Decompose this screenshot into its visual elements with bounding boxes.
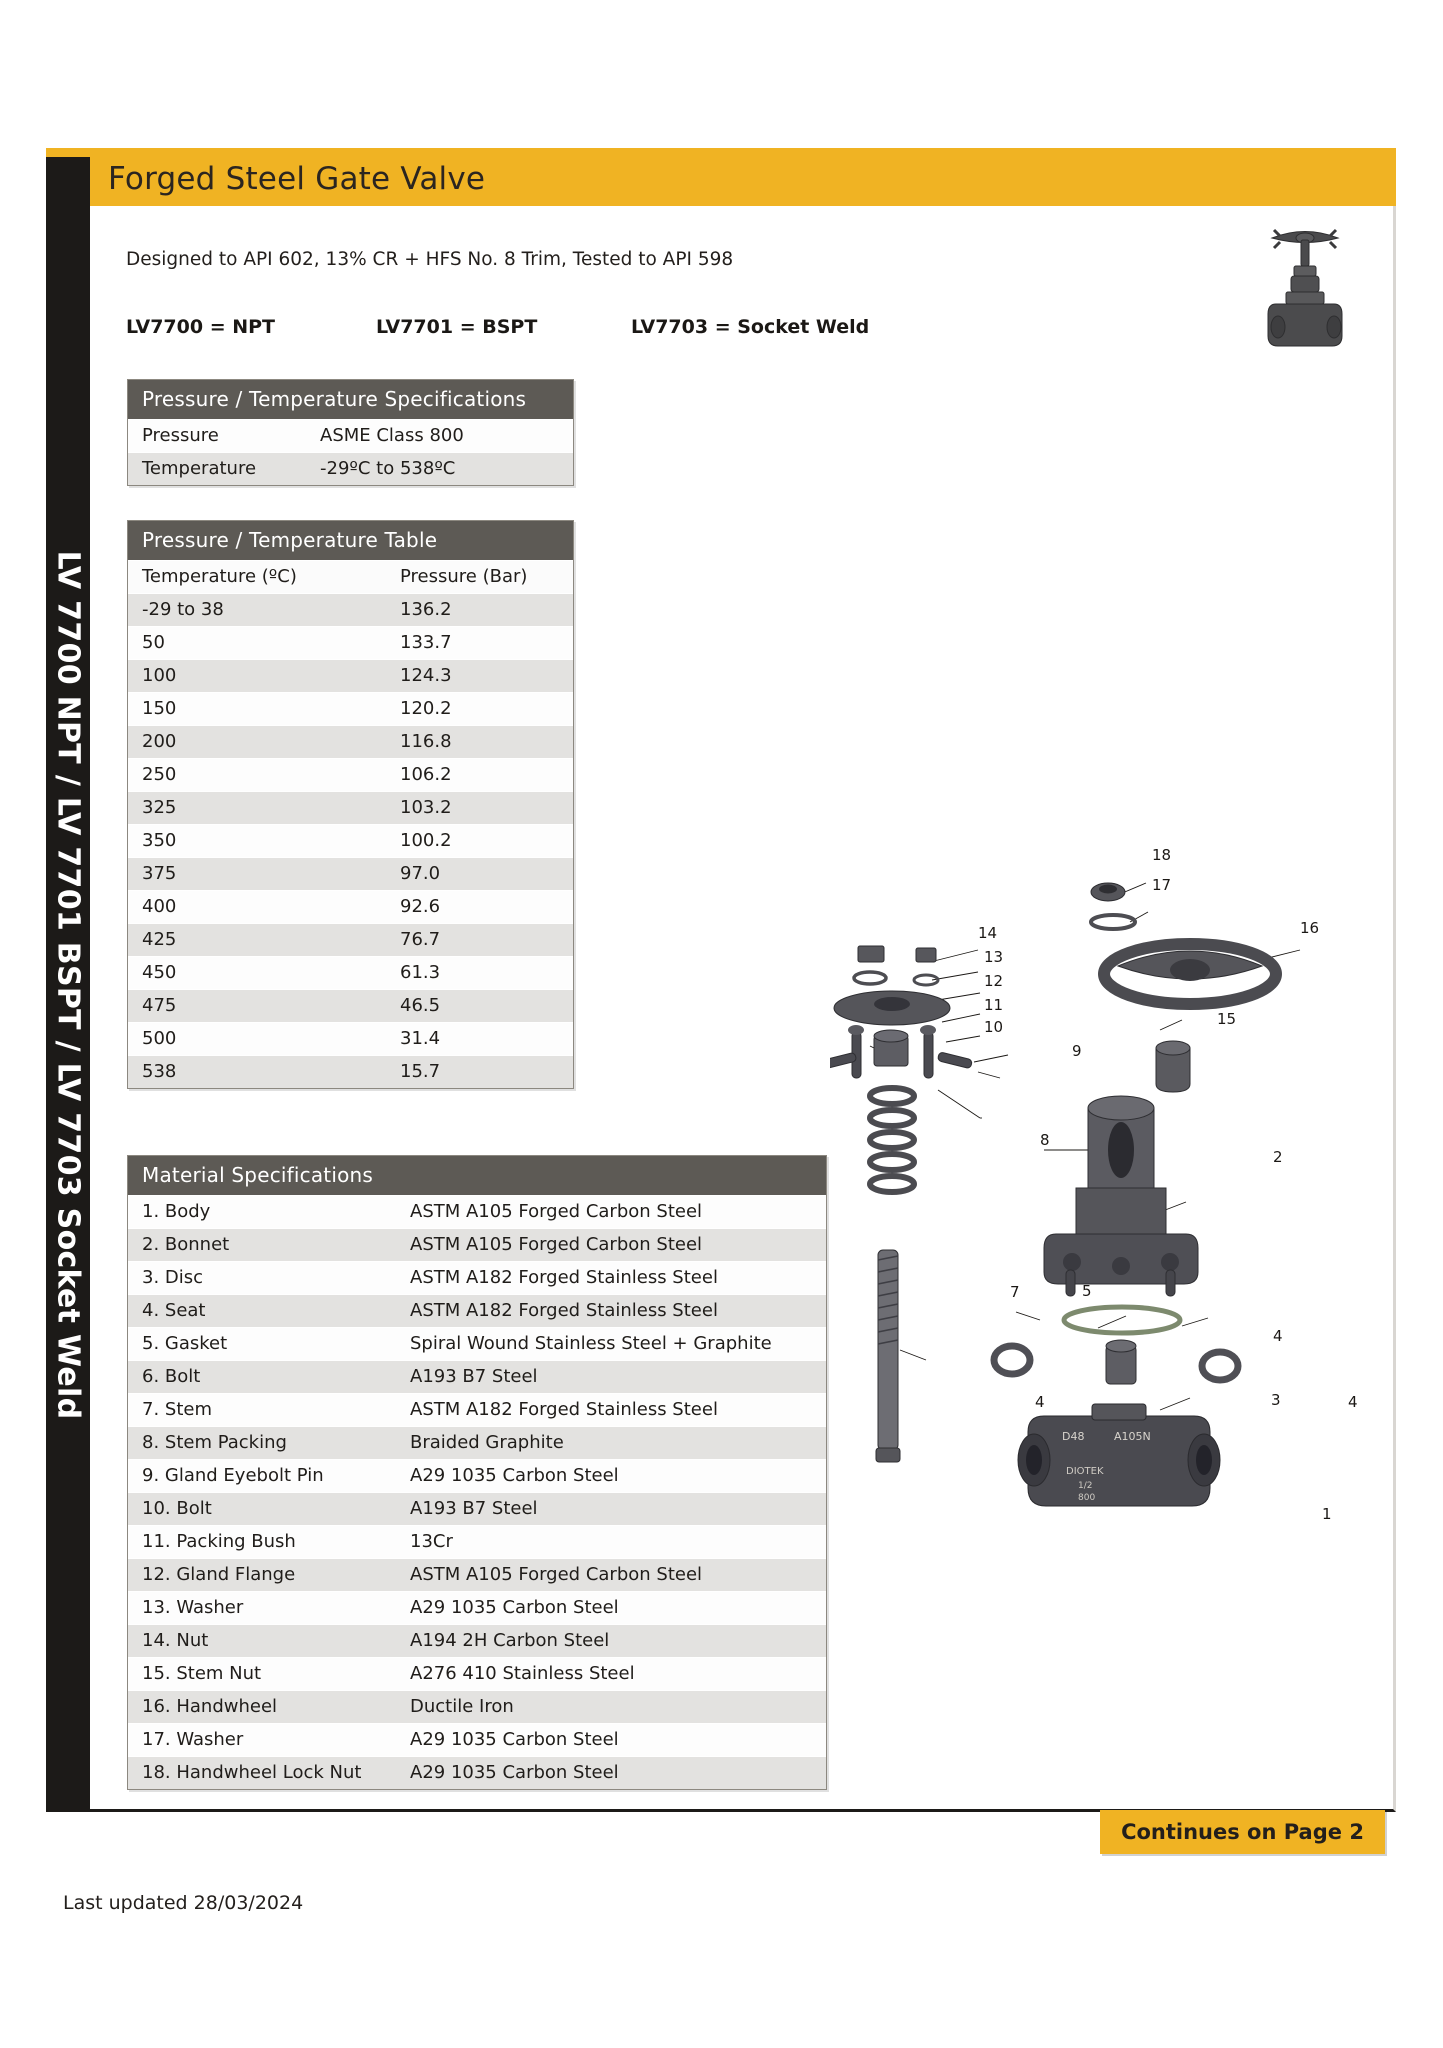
callout-3: 3 bbox=[1271, 1391, 1281, 1409]
pt-pressure-cell: 103.2 bbox=[400, 797, 452, 818]
pt-pressure-cell: 76.7 bbox=[400, 929, 441, 950]
table-row bbox=[128, 626, 573, 659]
table-row bbox=[128, 989, 573, 1022]
pressure-temperature-table bbox=[127, 520, 574, 1089]
callout-18: 18 bbox=[1152, 846, 1172, 864]
material-spec-cell: A29 1035 Carbon Steel bbox=[410, 1465, 619, 1486]
valve-thumbnail-icon bbox=[1250, 222, 1360, 352]
table-row bbox=[128, 857, 573, 890]
part-2-bonnet bbox=[1044, 1096, 1198, 1284]
table-row bbox=[128, 923, 573, 956]
design-standard-line: Designed to API 602, 13% CR + HFS No. 8 Trim, Tested to API 598 bbox=[126, 249, 734, 270]
pt-temperature-cell: 250 bbox=[142, 764, 177, 785]
pt-temperature-cell: -29 to 38 bbox=[142, 599, 224, 620]
table-row bbox=[128, 1360, 826, 1393]
material-spec-cell: 13Cr bbox=[410, 1531, 453, 1552]
table-row bbox=[128, 1558, 826, 1591]
pt-temperature-cell: 350 bbox=[142, 830, 177, 851]
material-spec-cell: ASTM A182 Forged Stainless Steel bbox=[410, 1300, 718, 1321]
table-row bbox=[128, 692, 573, 725]
material-part-cell: 13. Washer bbox=[142, 1597, 244, 1618]
callout-6: 5 bbox=[1082, 1282, 1092, 1300]
pt-temperature-cell: 450 bbox=[142, 962, 177, 983]
table-row bbox=[128, 1492, 826, 1525]
table-row bbox=[128, 1624, 826, 1657]
material-part-cell: 16. Handwheel bbox=[142, 1696, 278, 1717]
pt-pressure-cell: 46.5 bbox=[400, 995, 441, 1016]
material-part-cell: 14. Nut bbox=[142, 1630, 209, 1651]
table-row bbox=[128, 1294, 826, 1327]
material-spec-cell: A29 1035 Carbon Steel bbox=[410, 1597, 619, 1618]
page-title: Forged Steel Gate Valve bbox=[108, 161, 486, 197]
table-row bbox=[128, 1690, 826, 1723]
callout-11: 11 bbox=[984, 996, 1004, 1014]
part-12-gland-flange bbox=[834, 991, 950, 1025]
table-row bbox=[128, 1657, 826, 1690]
table-row bbox=[128, 890, 573, 923]
material-spec-cell: ASTM A182 Forged Stainless Steel bbox=[410, 1399, 718, 1420]
table-row bbox=[128, 419, 573, 452]
pt-pressure-cell: 100.2 bbox=[400, 830, 452, 851]
material-spec-cell: ASTM A182 Forged Stainless Steel bbox=[410, 1267, 718, 1288]
pt-temperature-cell: 538 bbox=[142, 1061, 177, 1082]
material-part-cell: 1. Body bbox=[142, 1201, 211, 1222]
exploded-view-valve-diagram bbox=[830, 850, 1390, 1630]
table-row bbox=[128, 956, 573, 989]
callout-17: 17 bbox=[1152, 876, 1172, 894]
pt-temperature-cell: 200 bbox=[142, 731, 177, 752]
material-part-cell: 7. Stem bbox=[142, 1399, 212, 1420]
part-3-disc bbox=[1106, 1340, 1136, 1384]
svg-text:A105N: A105N bbox=[1114, 1430, 1151, 1443]
spec-value: -29ºC to 538ºC bbox=[320, 458, 456, 479]
pt-temperature-cell: 425 bbox=[142, 929, 177, 950]
material-spec-cell: Braided Graphite bbox=[410, 1432, 564, 1453]
callout-7-leader: 7 bbox=[1010, 1283, 1020, 1301]
svg-text:D48: D48 bbox=[1062, 1430, 1085, 1443]
table-row bbox=[128, 1756, 826, 1789]
callout-2: 2 bbox=[1273, 1148, 1283, 1166]
material-part-cell: 17. Washer bbox=[142, 1729, 244, 1750]
material-part-cell: 12. Gland Flange bbox=[142, 1564, 296, 1585]
part-1-body bbox=[1018, 1404, 1220, 1506]
callout-8: 8 bbox=[1040, 1131, 1050, 1149]
part-17-washer bbox=[1091, 915, 1135, 929]
material-spec-cell: A193 B7 Steel bbox=[410, 1498, 538, 1519]
last-updated-text: Last updated 28/03/2024 bbox=[63, 1892, 304, 1914]
pt-pressure-cell: 124.3 bbox=[400, 665, 452, 686]
part-16-handwheel bbox=[1104, 944, 1276, 1004]
materials-table-title: Material Specifications bbox=[128, 1156, 826, 1195]
callout-12: 12 bbox=[984, 972, 1004, 990]
material-spec-cell: Spiral Wound Stainless Steel + Graphite bbox=[410, 1333, 772, 1354]
column-header-temperature: Temperature (ºC) bbox=[142, 566, 297, 587]
part-18-handwheel-lock-nut bbox=[1091, 883, 1125, 901]
table-row bbox=[128, 659, 573, 692]
pt-pressure-cell: 92.6 bbox=[400, 896, 441, 917]
material-specifications-table bbox=[127, 1155, 827, 1790]
material-spec-cell: A29 1035 Carbon Steel bbox=[410, 1729, 619, 1750]
part-5-gasket bbox=[1064, 1307, 1180, 1333]
pt-pressure-cell: 116.8 bbox=[400, 731, 452, 752]
material-part-cell: 9. Gland Eyebolt Pin bbox=[142, 1465, 324, 1486]
column-header-pressure: Pressure (Bar) bbox=[400, 566, 528, 587]
svg-text:DIOTEK: DIOTEK bbox=[1066, 1466, 1104, 1477]
pt-temperature-cell: 50 bbox=[142, 632, 165, 653]
continues-on-page-2-badge[interactable]: Continues on Page 2 bbox=[1100, 1810, 1385, 1854]
specs-table-title: Pressure / Temperature Specifications bbox=[128, 380, 573, 419]
callout-5: 4 bbox=[1273, 1327, 1283, 1345]
material-spec-cell: A194 2H Carbon Steel bbox=[410, 1630, 610, 1651]
material-spec-cell: ASTM A105 Forged Carbon Steel bbox=[410, 1234, 703, 1255]
pt-pressure-cell: 97.0 bbox=[400, 863, 441, 884]
table-row bbox=[128, 593, 573, 626]
pt-pressure-cell: 106.2 bbox=[400, 764, 452, 785]
material-spec-cell: Ductile Iron bbox=[410, 1696, 514, 1717]
table-row bbox=[128, 1195, 826, 1228]
material-part-cell: 3. Disc bbox=[142, 1267, 204, 1288]
table-row bbox=[128, 452, 573, 485]
material-part-cell: 5. Gasket bbox=[142, 1333, 228, 1354]
product-code-socket-weld: LV7703 = Socket Weld bbox=[631, 316, 870, 338]
part-13-washer bbox=[854, 972, 938, 985]
pt-table-title: Pressure / Temperature Table bbox=[128, 521, 573, 560]
product-code-npt: LV7700 = NPT bbox=[126, 316, 276, 338]
part-7-stem bbox=[876, 1250, 900, 1462]
material-spec-cell: A276 410 Stainless Steel bbox=[410, 1663, 635, 1684]
part-15-stem-nut bbox=[1156, 1041, 1190, 1092]
table-row bbox=[128, 1055, 573, 1088]
spec-value: ASME Class 800 bbox=[320, 425, 464, 446]
table-row bbox=[128, 725, 573, 758]
table-row bbox=[128, 1591, 826, 1624]
spec-label: Pressure bbox=[142, 425, 219, 446]
table-row bbox=[128, 1459, 826, 1492]
material-part-cell: 2. Bonnet bbox=[142, 1234, 230, 1255]
table-row bbox=[128, 1261, 826, 1294]
table-row bbox=[128, 758, 573, 791]
material-part-cell: 11. Packing Bush bbox=[142, 1531, 296, 1552]
table-row bbox=[128, 791, 573, 824]
callout-9: 9 bbox=[1072, 1042, 1082, 1060]
material-spec-cell: ASTM A105 Forged Carbon Steel bbox=[410, 1201, 703, 1222]
table-row bbox=[128, 1426, 826, 1459]
pt-pressure-cell: 15.7 bbox=[400, 1061, 441, 1082]
pt-pressure-cell: 31.4 bbox=[400, 1028, 441, 1049]
pt-temperature-cell: 325 bbox=[142, 797, 177, 818]
material-spec-cell: ASTM A105 Forged Carbon Steel bbox=[410, 1564, 703, 1585]
table-row bbox=[128, 1525, 826, 1558]
part-14-nut bbox=[858, 946, 936, 962]
product-code-row bbox=[126, 316, 869, 338]
callout-14: 14 bbox=[978, 924, 998, 942]
table-row bbox=[128, 1022, 573, 1055]
pt-pressure-cell: 61.3 bbox=[400, 962, 441, 983]
material-spec-cell: A29 1035 Carbon Steel bbox=[410, 1762, 619, 1783]
table-header-row bbox=[128, 560, 573, 593]
material-part-cell: 8. Stem Packing bbox=[142, 1432, 287, 1453]
callout-15: 15 bbox=[1217, 1010, 1237, 1028]
table-row bbox=[128, 1327, 826, 1360]
pt-pressure-cell: 120.2 bbox=[400, 698, 452, 719]
pt-temperature-cell: 500 bbox=[142, 1028, 177, 1049]
pt-temperature-cell: 375 bbox=[142, 863, 177, 884]
callout-4-right: 4 bbox=[1348, 1393, 1358, 1411]
callout-16: 16 bbox=[1300, 919, 1320, 937]
material-part-cell: 15. Stem Nut bbox=[142, 1663, 262, 1684]
callout-10: 10 bbox=[984, 1018, 1004, 1036]
material-part-cell: 10. Bolt bbox=[142, 1498, 212, 1519]
material-part-cell: 6. Bolt bbox=[142, 1366, 201, 1387]
table-row bbox=[128, 1393, 826, 1426]
pt-temperature-cell: 400 bbox=[142, 896, 177, 917]
pt-temperature-cell: 150 bbox=[142, 698, 177, 719]
product-code-bspt: LV7701 = BSPT bbox=[376, 316, 538, 338]
sidebar-label: LV 7700 NPT / LV 7701 BSPT / LV 7703 Socket Weld bbox=[50, 550, 86, 1419]
pressure-temperature-specifications-table bbox=[127, 379, 574, 486]
material-spec-cell: A193 B7 Steel bbox=[410, 1366, 538, 1387]
table-row bbox=[128, 1723, 826, 1756]
material-part-cell: 18. Handwheel Lock Nut bbox=[142, 1762, 362, 1783]
table-row bbox=[128, 1228, 826, 1261]
callout-13: 13 bbox=[984, 948, 1004, 966]
pt-temperature-cell: 475 bbox=[142, 995, 177, 1016]
callout-1: 1 bbox=[1322, 1505, 1332, 1523]
material-part-cell: 4. Seat bbox=[142, 1300, 206, 1321]
pt-pressure-cell: 133.7 bbox=[400, 632, 452, 653]
pt-temperature-cell: 100 bbox=[142, 665, 177, 686]
spec-label: Temperature bbox=[142, 458, 257, 479]
pt-pressure-cell: 136.2 bbox=[400, 599, 452, 620]
svg-text:800: 800 bbox=[1078, 1493, 1096, 1503]
svg-text:1/2: 1/2 bbox=[1078, 1481, 1093, 1491]
callout-4-left: 4 bbox=[1035, 1393, 1045, 1411]
part-8-stem-packing bbox=[870, 1088, 914, 1192]
part-11-packing-bush bbox=[874, 1030, 908, 1066]
table-row bbox=[128, 824, 573, 857]
sidebar-product-codes bbox=[46, 157, 90, 1812]
